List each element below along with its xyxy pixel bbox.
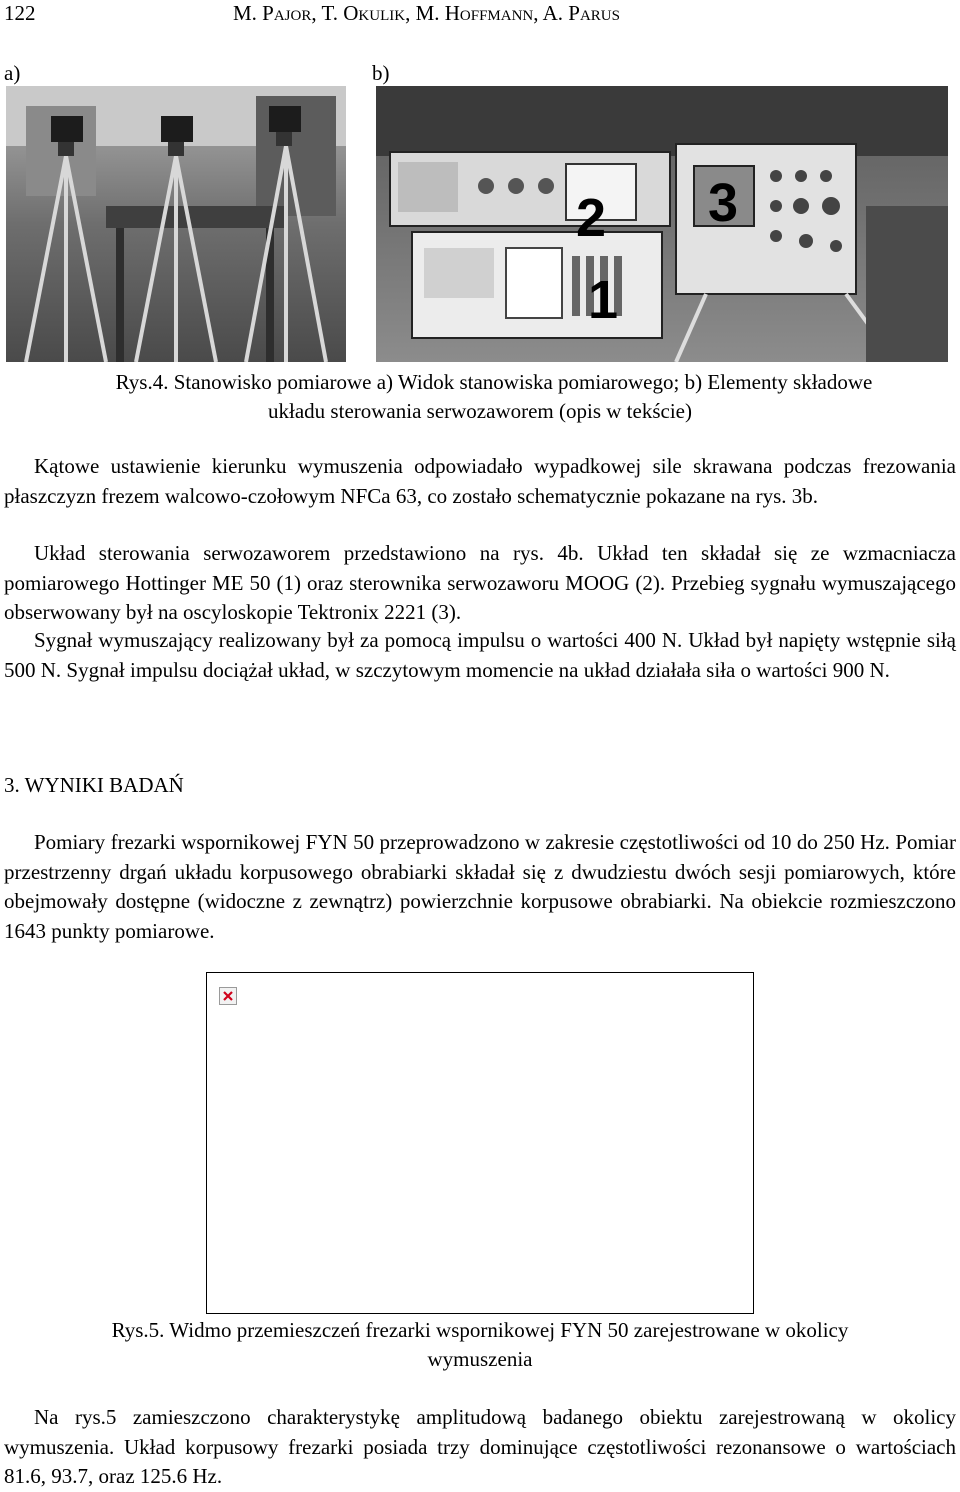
paragraph-4 [4, 828, 956, 946]
broken-image-icon [219, 987, 237, 1005]
broken-image-x-icon [220, 988, 236, 1004]
photo-b-drawing [376, 86, 948, 362]
paragraph-2-text: Układ sterowania serwozaworem przedstawiono na rys. 4b. Układ ten składał się ze wzmacniacza pomiarowego Hottinger ME 50 (1) oraz sterownika serwozaworu MOOG (2). Przebieg sygnału wymuszającego obserwowany był na oscyloskopie Tektronix 2221 (3). [4, 541, 956, 624]
figure4-photo-b [376, 86, 948, 362]
section-heading: 3. WYNIKI BADAŃ [4, 773, 184, 797]
paragraph-1 [4, 452, 956, 511]
paragraph-5 [4, 1403, 956, 1492]
figure4-label-b: b) [372, 61, 390, 85]
figure5-caption [0, 1316, 960, 1374]
figure4-label-a: a) [4, 61, 21, 85]
photo-b-marker-3: 3 [708, 173, 739, 233]
paragraph-3-text: Sygnał wymuszający realizowany był za pomocą impulsu o wartości 400 N. Układ był napięty wstępnie siłą 500 N. Sygnał impulsu dociążał układ, w szczytowym momencie na układ działała siła o wartości 900 N. [4, 628, 956, 682]
paragraph-3 [4, 626, 956, 685]
figure4-caption-line1: Rys.4. Stanowisko pomiarowe a) Widok stanowiska pomiarowego; b) Elementy składowe [115, 370, 873, 394]
figure5-caption-line2: wymuszenia [427, 1347, 533, 1371]
figure4-caption-line2: układu sterowania serwozaworem (opis w tekście) [268, 399, 692, 423]
paragraph-2 [4, 539, 956, 628]
photo-b-marker-1: 1 [588, 270, 619, 330]
paragraph-1-text: Kątowe ustawienie kierunku wymuszenia odpowiadało wypadkowej sile skrawana podczas frezowania płaszczyzn frezem walcowo-czołowym NFCa 63, co zostało schematycznie pokazane na rys. 3b. [4, 454, 956, 508]
figure4-caption [0, 368, 960, 426]
photo-b-marker-2: 2 [576, 188, 607, 248]
running-header [0, 0, 960, 26]
header-authors: M. Pajor, T. Okulik, M. Hoffmann, A. Parus [233, 1, 620, 25]
figure4-photo-a [6, 86, 346, 362]
photo-a-drawing [6, 86, 346, 362]
page-number: 122 [4, 1, 36, 25]
figure5-image-placeholder [206, 972, 754, 1314]
paragraph-4-text: Pomiary frezarki wspornikowej FYN 50 przeprowadzono w zakresie częstotliwości od 10 do 250 Hz. Pomiar przestrzenny drgań układu korpusowego obrabiarki składał się z dwudziestu dwóch sesji pomiarowych, które obejmowały dostępne (widoczne z zewnątrz) powierzchnie korpusowe obrabiarki. Na obiekcie rozmieszczono 1643 punkty pomiarowe. [4, 830, 956, 943]
paragraph-5-text: Na rys.5 zamieszczono charakterystykę amplitudową badanego obiektu zarejestrowaną w okolicy wymuszenia. Układ korpusowy frezarki posiada trzy dominujące częstotliwości rezonansowe o wartościach 81.6, 93.7, oraz 125.6 Hz. [4, 1405, 956, 1488]
figure5-caption-line1: Rys.5. Widmo przemieszczeń frezarki wspornikowej FYN 50 zarejestrowane w okolicy [111, 1318, 849, 1342]
